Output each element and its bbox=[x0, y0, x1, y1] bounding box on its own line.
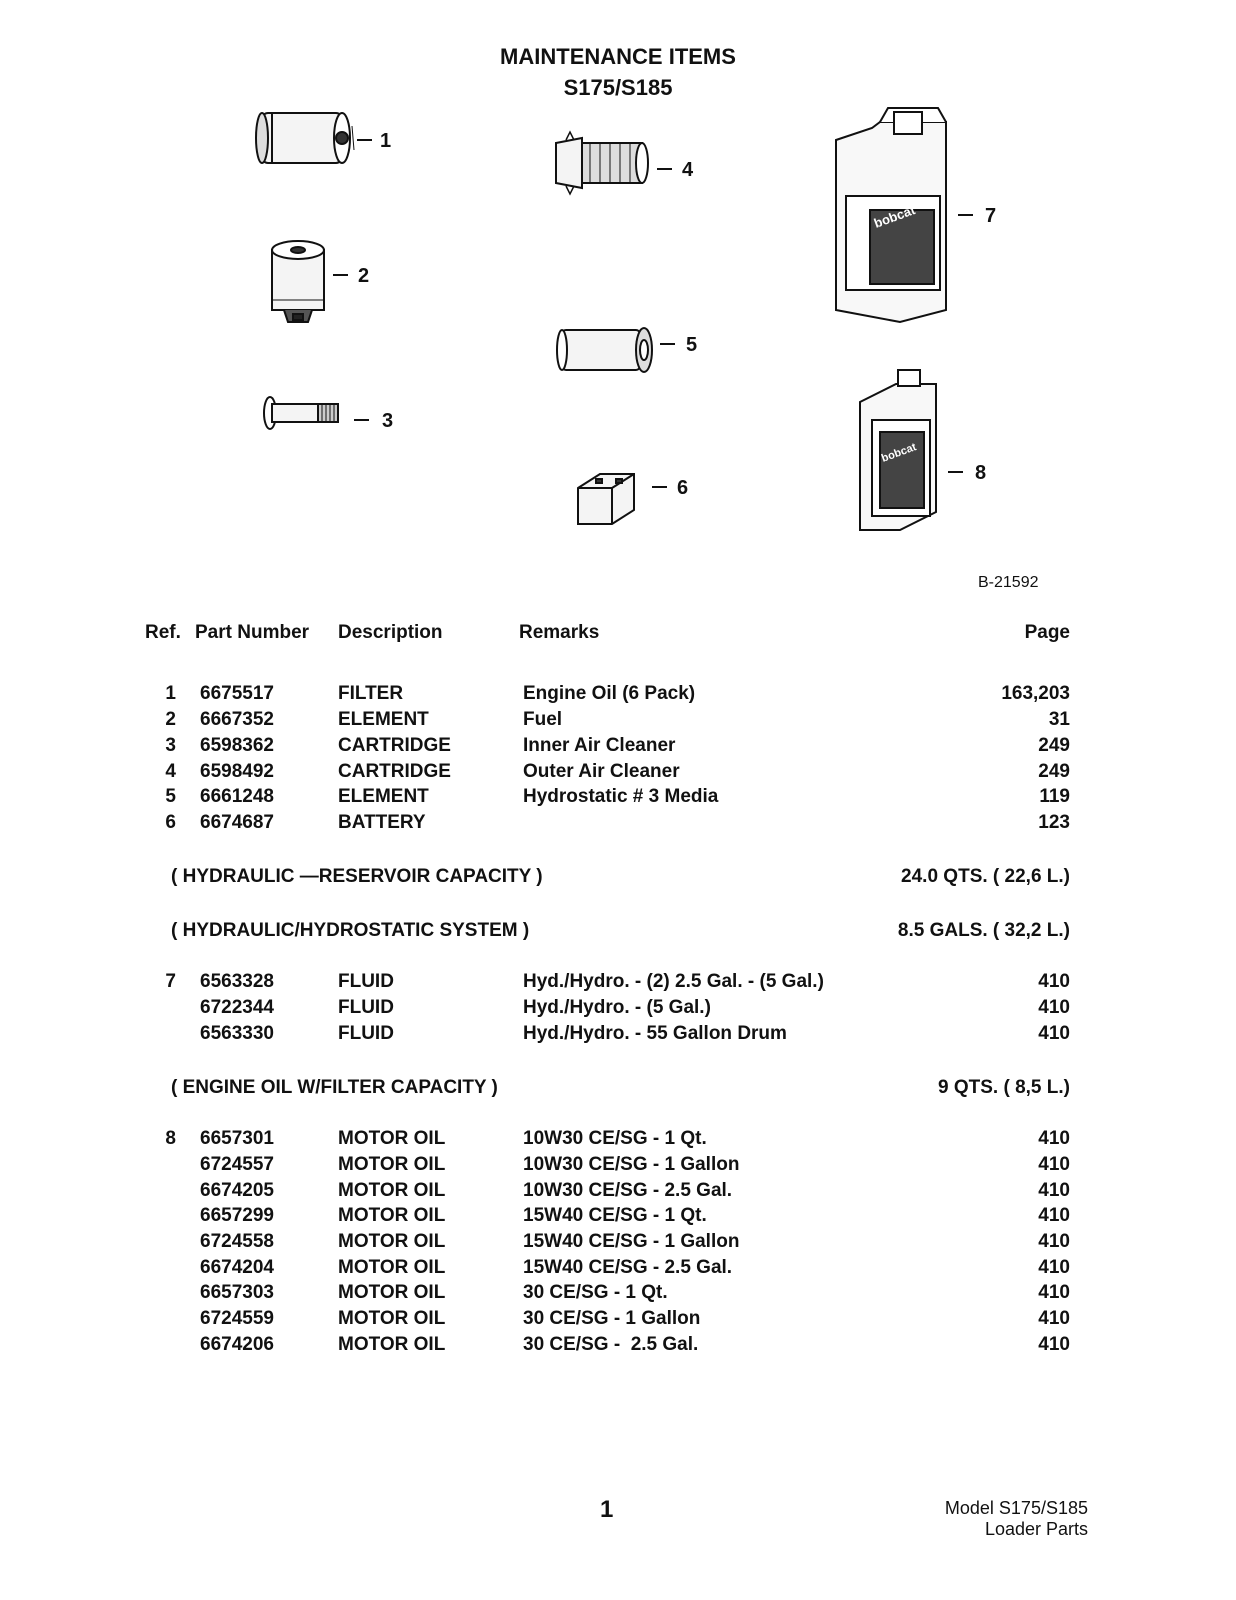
figure-reference: B-21592 bbox=[978, 574, 1039, 591]
cell-description: FILTER bbox=[338, 683, 404, 704]
table-row bbox=[0, 1231, 1236, 1257]
cell-description: CARTRIDGE bbox=[338, 735, 451, 756]
cell-description: FLUID bbox=[338, 971, 394, 992]
cell-page: 410 bbox=[1038, 1231, 1070, 1252]
table-row bbox=[0, 1128, 1236, 1154]
capacity-label: ( ENGINE OIL W/FILTER CAPACITY ) bbox=[171, 1077, 498, 1098]
footer-model-info bbox=[945, 1498, 1088, 1540]
capacity-row bbox=[0, 1077, 1236, 1103]
logo-text: bobcat bbox=[871, 202, 918, 231]
cell-part-number: 6598362 bbox=[200, 735, 274, 756]
cell-remarks: 10W30 CE/SG - 1 Gallon bbox=[523, 1154, 740, 1175]
cell-page: 410 bbox=[1038, 1282, 1070, 1303]
callout-3: 3 bbox=[382, 410, 394, 432]
cell-page: 410 bbox=[1038, 1154, 1070, 1175]
oil-filter-drawing bbox=[256, 113, 354, 163]
cell-remarks: 15W40 CE/SG - 1 Gallon bbox=[523, 1231, 740, 1252]
cell-part-number: 6724558 bbox=[200, 1231, 274, 1252]
cell-remarks: Hydrostatic # 3 Media bbox=[523, 786, 719, 807]
fuel-element-drawing bbox=[272, 241, 324, 322]
table-row bbox=[0, 683, 1236, 709]
cell-remarks: 30 CE/SG - 1 Gallon bbox=[523, 1308, 701, 1329]
cell-page: 123 bbox=[1038, 812, 1070, 833]
table-row bbox=[0, 1154, 1236, 1180]
capacity-label: ( HYDRAULIC/HYDROSTATIC SYSTEM ) bbox=[171, 920, 530, 941]
cell-part-number: 6674205 bbox=[200, 1180, 274, 1201]
column-header-part-number: Part Number bbox=[195, 622, 310, 643]
cell-page: 119 bbox=[1039, 786, 1070, 807]
column-header-description: Description bbox=[338, 622, 443, 643]
cell-page: 249 bbox=[1038, 735, 1070, 756]
column-header-page: Page bbox=[1024, 622, 1070, 643]
outer-air-cleaner-drawing bbox=[556, 132, 648, 194]
cell-page: 410 bbox=[1038, 1257, 1070, 1278]
callout-1: 1 bbox=[380, 130, 392, 152]
capacity-row bbox=[0, 866, 1236, 892]
cell-remarks: Hyd./Hydro. - (5 Gal.) bbox=[523, 997, 711, 1018]
capacity-label: ( HYDRAULIC —RESERVOIR CAPACITY ) bbox=[171, 866, 543, 887]
table-row bbox=[0, 735, 1236, 761]
cell-ref: 1 bbox=[165, 683, 176, 704]
capacity-value: 24.0 QTS. ( 22,6 L.) bbox=[901, 866, 1070, 887]
cell-remarks: Inner Air Cleaner bbox=[523, 735, 676, 756]
callout-6: 6 bbox=[677, 477, 689, 499]
cell-part-number: 6674687 bbox=[200, 812, 274, 833]
table-row bbox=[0, 761, 1236, 787]
cell-description: MOTOR OIL bbox=[338, 1282, 446, 1303]
cell-remarks: Fuel bbox=[523, 709, 563, 730]
callout-7: 7 bbox=[985, 205, 997, 227]
callout-4: 4 bbox=[682, 159, 694, 181]
capacity-row bbox=[0, 920, 1236, 946]
column-header-remarks: Remarks bbox=[519, 622, 600, 643]
cell-description: MOTOR OIL bbox=[338, 1180, 446, 1201]
cell-part-number: 6674206 bbox=[200, 1334, 274, 1355]
cell-description: MOTOR OIL bbox=[338, 1205, 446, 1226]
cell-part-number: 6722344 bbox=[200, 997, 274, 1018]
table-row bbox=[0, 786, 1236, 812]
cell-remarks: Hyd./Hydro. - 55 Gallon Drum bbox=[523, 1023, 787, 1044]
cell-part-number: 6724559 bbox=[200, 1308, 274, 1329]
table-row bbox=[0, 971, 1236, 997]
cell-remarks: Engine Oil (6 Pack) bbox=[523, 683, 696, 704]
capacity-value: 9 QTS. ( 8,5 L.) bbox=[938, 1077, 1070, 1098]
cell-remarks: 10W30 CE/SG - 1 Qt. bbox=[523, 1128, 707, 1149]
footer-book-line: Loader Parts bbox=[984, 1519, 1088, 1539]
cell-part-number: 6674204 bbox=[200, 1257, 274, 1278]
cell-part-number: 6563328 bbox=[200, 971, 274, 992]
page-subtitle: S175/S185 bbox=[563, 75, 673, 100]
cell-part-number: 6657299 bbox=[200, 1205, 274, 1226]
cell-page: 410 bbox=[1038, 1023, 1070, 1044]
table-row bbox=[0, 1308, 1236, 1334]
logo-text: bobcat bbox=[879, 441, 918, 465]
table-row bbox=[0, 709, 1236, 735]
cell-part-number: 6724557 bbox=[200, 1154, 274, 1175]
table-row bbox=[0, 1334, 1236, 1360]
table-row bbox=[0, 1257, 1236, 1283]
page-title: MAINTENANCE ITEMS bbox=[500, 44, 736, 69]
cell-ref: 4 bbox=[165, 761, 176, 782]
cell-page: 163,203 bbox=[1001, 683, 1070, 704]
cell-ref: 5 bbox=[165, 786, 176, 807]
table-row bbox=[0, 1205, 1236, 1231]
cell-part-number: 6598492 bbox=[200, 761, 274, 782]
cell-remarks: 30 CE/SG - 1 Qt. bbox=[523, 1282, 668, 1303]
column-header-ref: Ref. bbox=[145, 622, 181, 643]
cell-page: 410 bbox=[1038, 1205, 1070, 1226]
cell-description: MOTOR OIL bbox=[338, 1308, 446, 1329]
cell-part-number: 6563330 bbox=[200, 1023, 274, 1044]
callout-2: 2 bbox=[358, 265, 370, 287]
cell-remarks: 10W30 CE/SG - 2.5 Gal. bbox=[523, 1180, 733, 1201]
cell-remarks: 15W40 CE/SG - 2.5 Gal. bbox=[523, 1257, 733, 1278]
cell-part-number: 6675517 bbox=[200, 683, 274, 704]
cell-remarks: Outer Air Cleaner bbox=[523, 761, 680, 782]
cell-ref: 6 bbox=[165, 812, 176, 833]
cell-remarks: 30 CE/SG - 2.5 Gal. bbox=[523, 1334, 699, 1355]
parts-illustration bbox=[0, 0, 1236, 560]
cell-part-number: 6657301 bbox=[200, 1128, 274, 1149]
cell-description: MOTOR OIL bbox=[338, 1154, 446, 1175]
cell-description: BATTERY bbox=[338, 812, 426, 833]
cell-description: FLUID bbox=[338, 997, 394, 1018]
cell-description: CARTRIDGE bbox=[338, 761, 451, 782]
cell-ref: 2 bbox=[165, 709, 176, 730]
cell-remarks: Hyd./Hydro. - (2) 2.5 Gal. - (5 Gal.) bbox=[523, 971, 824, 992]
cell-part-number: 6667352 bbox=[200, 709, 274, 730]
cell-page: 410 bbox=[1038, 1128, 1070, 1149]
cell-page: 31 bbox=[1048, 709, 1070, 730]
cell-page: 249 bbox=[1038, 761, 1070, 782]
cell-page: 410 bbox=[1038, 971, 1070, 992]
cell-page: 410 bbox=[1038, 1308, 1070, 1329]
table-row bbox=[0, 1180, 1236, 1206]
cell-page: 410 bbox=[1038, 997, 1070, 1018]
cell-description: MOTOR OIL bbox=[338, 1128, 446, 1149]
cell-ref: 3 bbox=[165, 735, 176, 756]
table-row bbox=[0, 1023, 1236, 1049]
cell-description: MOTOR OIL bbox=[338, 1231, 446, 1252]
cell-ref: 8 bbox=[165, 1128, 176, 1149]
page-number: 1 bbox=[600, 1496, 614, 1523]
cell-description: MOTOR OIL bbox=[338, 1257, 446, 1278]
cell-remarks: 15W40 CE/SG - 1 Qt. bbox=[523, 1205, 707, 1226]
cell-description: ELEMENT bbox=[338, 786, 429, 807]
capacity-value: 8.5 GALS. ( 32,2 L.) bbox=[897, 920, 1070, 941]
cell-description: ELEMENT bbox=[338, 709, 429, 730]
cell-description: FLUID bbox=[338, 1023, 394, 1044]
hydrostatic-element-drawing bbox=[557, 328, 652, 372]
callout-5: 5 bbox=[686, 334, 698, 356]
cell-description: MOTOR OIL bbox=[338, 1334, 446, 1355]
footer-model-line: Model S175/S185 bbox=[944, 1498, 1088, 1518]
table-row bbox=[0, 997, 1236, 1023]
cell-page: 410 bbox=[1038, 1180, 1070, 1201]
cell-part-number: 6661248 bbox=[200, 786, 274, 807]
cell-part-number: 6657303 bbox=[200, 1282, 274, 1303]
table-row bbox=[0, 1282, 1236, 1308]
table-row bbox=[0, 812, 1236, 838]
callout-8: 8 bbox=[975, 462, 987, 484]
cell-ref: 7 bbox=[165, 971, 176, 992]
cell-page: 410 bbox=[1038, 1334, 1070, 1355]
inner-air-cleaner-drawing bbox=[264, 397, 338, 429]
battery-drawing bbox=[578, 474, 634, 524]
